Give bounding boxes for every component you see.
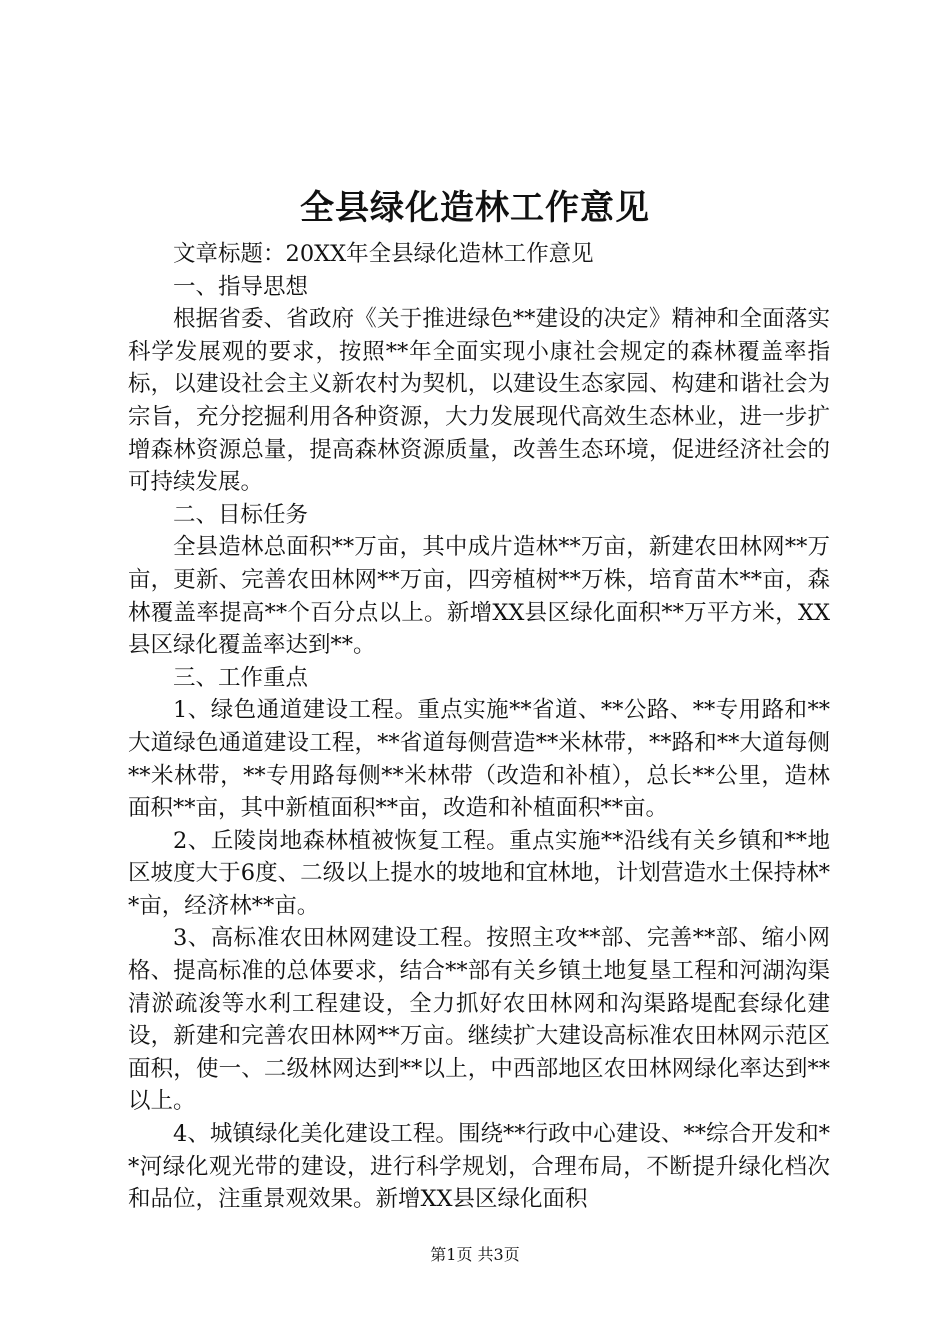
paragraph-green-corridor: 1、绿色通道建设工程。重点实施**省道、**公路、**专用路和**大道绿色通道建设工程，**省道每侧营造**米林带，**路和**大道每侧**米林带，**专用路每侧**米林带（改造和补植），总长**公里，造林面积**亩，其中新植面积**亩，改造和补植面积**亩。 [128,697,830,822]
paragraph-farmland-shelterbelt: 3、高标准农田林网建设工程。按照主攻**部、完善**部、缩小网格、提高标准的总体要求，结合**部有关乡镇土地复垦工程和河湖沟渠清淤疏浚等水利工程建设，全力抓好农田林网和沟渠路堤配套绿化建设，新建和完善农田林网**万亩。继续扩大建设高标准农田林网示范区面积，使一、二级林网达到**以上，中西部地区农田林网绿化率达到**以上。 [128,925,830,1115]
paragraph-urban-greening: 4、城镇绿化美化建设工程。围绕**行政中心建设、**综合开发和**河绿化观光带的建设，进行科学规划，合理布局，不断提升绿化档次和品位，注重景观效果。新增XX县区绿化面积 [128,1121,830,1213]
section-heading-guiding-ideology: 一、指导思想 [173,273,309,300]
section-heading-goals: 二、目标任务 [173,501,309,528]
paragraph-guiding-ideology: 根据省委、省政府《关于推进绿色**建设的决定》精神和全面落实科学发展观的要求，按照**年全面实现小康社会规定的森林覆盖率指标，以建设社会主义新农村为契机，以建设生态家园、构建和谐社会为宗旨，充分挖掘利用各种资源，大力发展现代高效生态林业，进一步扩增森林资源总量，提高森林资源质量，改善生态环境，促进经济社会的可持续发展。 [128,306,830,496]
document-title: 全县绿化造林工作意见 [300,188,650,228]
article-title-line: 文章标题：20XX年全县绿化造林工作意见 [173,241,594,267]
paragraph-goals: 全县造林总面积**万亩，其中成片造林**万亩，新建农田林网**万亩，更新、完善农田林网**万亩，四旁植树**万株，培育苗木**亩，森林覆盖率提高**个百分点以上。新增XX县区绿化面积**万平方米，XX县区绿化覆盖率达到**。 [128,534,830,659]
document-body [128,238,830,1216]
section-heading-key-work: 三、工作重点 [173,664,309,691]
paragraph-hill-forest-restoration: 2、丘陵岗地森林植被恢复工程。重点实施**沿线有关乡镇和**地区坡度大于6度、二级以上提水的坡地和宜林地，计划营造水土保持林**亩，经济林**亩。 [128,827,830,919]
page-footer: 第1页 共3页 [430,1245,520,1264]
